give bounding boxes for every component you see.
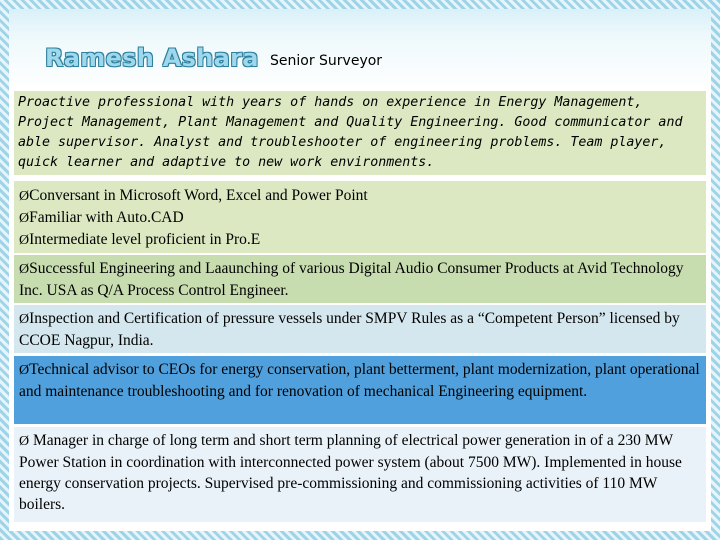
job-title: Senior Surveyor [270,53,383,69]
bullet-arrow-icon: Ø [19,189,30,204]
bullet-arrow-icon: Ø [19,363,30,378]
bullet-arrow-icon: Ø [19,262,30,277]
bullet-arrow-icon: Ø [19,434,30,449]
bullet-arrow-icon: Ø [19,312,30,327]
skills-list [14,181,706,253]
skill-item: ØConversant in Microsoft Word, Excel and Power Point [19,187,368,204]
experience-block-inspection: ØInspection and Certification of pressure vessels under SMPV Rules as a “Competent Person” licensed by CCOE Nagpur, India. [14,305,706,353]
experience-block-advisor: ØTechnical advisor to CEOs for energy conservation, plant betterment, plant modernization, plant operational and maintenance troubleshooting and for renovation of mechanical Engineering equipment. [14,356,706,424]
experience-block-avid: ØSuccessful Engineering and Laaunching of various Digital Audio Consumer Products at Avid Technology Inc. USA as Q/A Process Control Engineer. [14,255,706,303]
person-name: Ramesh Ashara [45,44,259,72]
bullet-arrow-icon: Ø [19,233,30,248]
skill-item: ØIntermediate level proficient in Pro.E [19,231,261,248]
experience-block-power-station: Ø Manager in charge of long term and short term planning of electrical power generation in of a 230 MW Power Station in coordination with interconnected power system (about 7500 MW). Implemented in house energy conservation projects. Supervised pre-commissioning and commissioning activities of 110 MW boilers. [14,427,706,522]
professional-summary: Proactive professional with years of hands on experience in Energy Management, Project Management, Plant Management and Quality Engineering. Good communicator and able supervisor. Analyst and troubleshooter of engineering problems. Team player, quick learner and adaptive to new work environments. [14,91,706,175]
skill-item: ØFamiliar with Auto.CAD [19,209,184,226]
bullet-arrow-icon: Ø [19,211,30,226]
